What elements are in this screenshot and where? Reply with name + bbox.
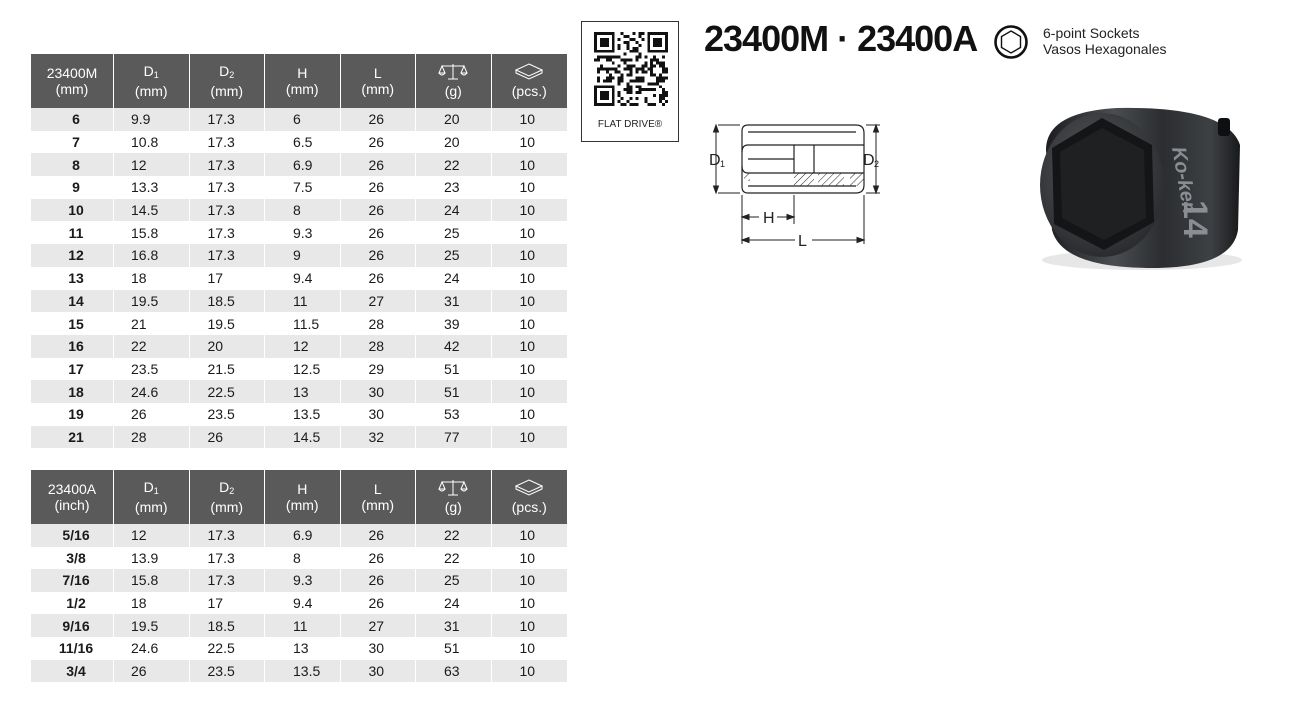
col-d2-label: D	[219, 479, 230, 495]
col-d1-sub: 1	[153, 486, 159, 496]
table-row	[31, 358, 567, 381]
cell-l: 26	[341, 199, 417, 222]
inch-table-header	[31, 470, 567, 524]
col-h-label: H	[297, 65, 308, 81]
cell-pack: 10	[492, 569, 568, 592]
col-weight	[416, 54, 492, 108]
table-row	[31, 660, 567, 683]
table-row	[31, 524, 567, 547]
col-d1	[114, 470, 190, 524]
table-row	[31, 426, 567, 449]
cell-h: 13	[265, 380, 341, 403]
cell-size: 19	[31, 403, 114, 426]
cell-weight: 77	[416, 426, 492, 449]
col-d2-unit: (mm)	[210, 83, 244, 99]
cell-d1: 18	[114, 267, 190, 290]
socket-size-marking: 14	[1176, 200, 1214, 238]
cell-h: 7.5	[265, 176, 341, 199]
cell-d1: 26	[114, 660, 190, 683]
col-d1-unit: (mm)	[134, 83, 168, 99]
cell-h: 13	[265, 637, 341, 660]
cell-h: 9.4	[265, 267, 341, 290]
col-d2-sub: 2	[229, 70, 235, 80]
cell-size: 11/16	[31, 637, 114, 660]
table-row	[31, 547, 567, 570]
cell-h: 8	[265, 199, 341, 222]
cell-d2: 26	[190, 426, 266, 449]
table-row	[31, 569, 567, 592]
cell-pack: 10	[492, 380, 568, 403]
cell-size: 17	[31, 358, 114, 381]
cell-l: 26	[341, 108, 417, 131]
cell-d2: 23.5	[190, 660, 266, 683]
cell-d2: 17.3	[190, 199, 266, 222]
col-d1-sub: 1	[153, 70, 159, 80]
cell-weight: 22	[416, 547, 492, 570]
table-row	[31, 335, 567, 358]
cell-weight: 31	[416, 614, 492, 637]
col-h-unit: (mm)	[285, 81, 319, 97]
scale-icon	[438, 479, 468, 496]
cell-d2: 22.5	[190, 637, 266, 660]
cell-l: 26	[341, 569, 417, 592]
cell-pack: 10	[492, 614, 568, 637]
metric-table-body	[31, 108, 567, 448]
cell-d1: 21	[114, 312, 190, 335]
cell-weight: 63	[416, 660, 492, 683]
cell-l: 30	[341, 637, 417, 660]
metric-table-header	[31, 54, 567, 108]
col-model-unit: (inch)	[54, 497, 90, 513]
socket-product-photo	[1022, 90, 1262, 280]
cell-h: 11	[265, 290, 341, 313]
cell-l: 26	[341, 547, 417, 570]
table-row	[31, 199, 567, 222]
cell-size: 1/2	[31, 592, 114, 615]
cell-pack: 10	[492, 290, 568, 313]
cell-weight: 25	[416, 569, 492, 592]
cell-pack: 10	[492, 335, 568, 358]
cell-pack: 10	[492, 199, 568, 222]
cell-l: 26	[341, 153, 417, 176]
package-icon	[515, 63, 543, 80]
cell-weight: 51	[416, 380, 492, 403]
cell-l: 26	[341, 221, 417, 244]
label-d2: D	[863, 152, 875, 169]
socket-dimension-diagram	[704, 112, 884, 247]
cell-size: 9/16	[31, 614, 114, 637]
cell-size: 16	[31, 335, 114, 358]
cell-weight: 31	[416, 290, 492, 313]
cell-h: 12.5	[265, 358, 341, 381]
cell-d1: 10.8	[114, 131, 190, 154]
cell-d2: 21.5	[190, 358, 266, 381]
cell-h: 13.5	[265, 403, 341, 426]
col-pack-unit: (pcs.)	[511, 83, 547, 99]
cell-h: 12	[265, 335, 341, 358]
table-row	[31, 267, 567, 290]
cell-pack: 10	[492, 221, 568, 244]
table-row	[31, 131, 567, 154]
label-l: L	[798, 233, 807, 247]
hexagon-icon	[994, 24, 1028, 60]
cell-d2: 23.5	[190, 403, 266, 426]
inch-table-body	[31, 524, 567, 682]
col-l-label: L	[373, 481, 382, 497]
cell-weight: 20	[416, 108, 492, 131]
cell-l: 30	[341, 380, 417, 403]
flat-drive-caption: FLAT DRIVE®	[597, 119, 663, 130]
cell-size: 11	[31, 221, 114, 244]
cell-h: 9	[265, 244, 341, 267]
cell-d2: 20	[190, 335, 266, 358]
cell-weight: 51	[416, 358, 492, 381]
cell-d1: 13.3	[114, 176, 190, 199]
cell-size: 13	[31, 267, 114, 290]
cell-h: 9.3	[265, 569, 341, 592]
cell-pack: 10	[492, 131, 568, 154]
col-model-label: 23400A	[47, 481, 97, 497]
cell-weight: 39	[416, 312, 492, 335]
col-model	[31, 54, 114, 108]
cell-l: 32	[341, 426, 417, 449]
col-l	[341, 470, 417, 524]
cell-weight: 22	[416, 153, 492, 176]
cell-d1: 12	[114, 524, 190, 547]
col-l-unit: (mm)	[361, 497, 395, 513]
cell-l: 26	[341, 592, 417, 615]
cell-d1: 18	[114, 592, 190, 615]
cell-h: 13.5	[265, 660, 341, 683]
cell-d2: 17.3	[190, 524, 266, 547]
cell-d2: 18.5	[190, 614, 266, 637]
cell-size: 3/4	[31, 660, 114, 683]
col-h	[265, 54, 341, 108]
label-d2-subscript: 2	[874, 159, 880, 169]
col-pack	[492, 470, 568, 524]
qr-code-box[interactable]	[581, 21, 679, 142]
cell-size: 7/16	[31, 569, 114, 592]
cell-h: 11.5	[265, 312, 341, 335]
cell-d1: 26	[114, 403, 190, 426]
cell-pack: 10	[492, 153, 568, 176]
cell-d1: 24.6	[114, 637, 190, 660]
col-model	[31, 470, 114, 524]
cell-size: 18	[31, 380, 114, 403]
col-d1-label: D	[143, 479, 154, 495]
cell-size: 9	[31, 176, 114, 199]
subtitle-spanish: Vasos Hexagonales	[1043, 41, 1167, 57]
cell-weight: 42	[416, 335, 492, 358]
col-pack	[492, 54, 568, 108]
cell-d1: 16.8	[114, 244, 190, 267]
cell-pack: 10	[492, 108, 568, 131]
cell-d1: 19.5	[114, 614, 190, 637]
cell-h: 6	[265, 108, 341, 131]
col-d1-unit: (mm)	[134, 499, 168, 515]
cell-d1: 9.9	[114, 108, 190, 131]
col-model-label: 23400M	[46, 65, 98, 81]
cell-h: 9.3	[265, 221, 341, 244]
cell-d2: 17.3	[190, 547, 266, 570]
cell-weight: 53	[416, 403, 492, 426]
cell-d2: 17.3	[190, 131, 266, 154]
cell-pack: 10	[492, 403, 568, 426]
cell-d1: 23.5	[114, 358, 190, 381]
cell-d2: 17	[190, 592, 266, 615]
cell-l: 29	[341, 358, 417, 381]
table-row	[31, 108, 567, 131]
col-weight-unit: (g)	[444, 499, 462, 515]
col-l-label: L	[373, 65, 382, 81]
qr-code-icon	[594, 32, 668, 106]
label-d1-sub: 1	[720, 159, 726, 169]
col-d2	[190, 54, 266, 108]
inch-spec-table	[31, 470, 567, 682]
col-h	[265, 470, 341, 524]
page-title: 23400M · 23400A	[704, 18, 978, 59]
cell-pack: 10	[492, 547, 568, 570]
label-d1: D	[709, 152, 721, 169]
col-l-unit: (mm)	[361, 81, 395, 97]
cell-size: 6	[31, 108, 114, 131]
cell-pack: 10	[492, 660, 568, 683]
cell-d1: 15.8	[114, 221, 190, 244]
product-subtitle	[1043, 25, 1166, 57]
col-d2-unit: (mm)	[210, 499, 244, 515]
col-model-unit: (mm)	[55, 81, 89, 97]
col-d1	[114, 54, 190, 108]
cell-size: 10	[31, 199, 114, 222]
cell-pack: 10	[492, 637, 568, 660]
cell-h: 6.9	[265, 524, 341, 547]
table-row	[31, 221, 567, 244]
cell-d1: 28	[114, 426, 190, 449]
cell-pack: 10	[492, 267, 568, 290]
cell-weight: 22	[416, 524, 492, 547]
col-d1-label: D	[143, 63, 154, 79]
col-d2-label: D	[219, 63, 230, 79]
cell-weight: 20	[416, 131, 492, 154]
table-row	[31, 592, 567, 615]
package-icon	[515, 479, 543, 496]
cell-l: 26	[341, 131, 417, 154]
cell-pack: 10	[492, 524, 568, 547]
cell-d1: 15.8	[114, 569, 190, 592]
cell-l: 28	[341, 312, 417, 335]
cell-d2: 17.3	[190, 176, 266, 199]
cell-h: 11	[265, 614, 341, 637]
cell-size: 21	[31, 426, 114, 449]
subtitle-english: 6-point Sockets	[1043, 25, 1140, 41]
cell-size: 7	[31, 131, 114, 154]
cell-pack: 10	[492, 312, 568, 335]
table-row	[31, 312, 567, 335]
cell-size: 15	[31, 312, 114, 335]
table-row	[31, 244, 567, 267]
cell-weight: 25	[416, 221, 492, 244]
col-l	[341, 54, 417, 108]
cell-d1: 14.5	[114, 199, 190, 222]
cell-h: 6.9	[265, 153, 341, 176]
cell-weight: 51	[416, 637, 492, 660]
cell-l: 26	[341, 267, 417, 290]
cell-size: 14	[31, 290, 114, 313]
cell-weight: 24	[416, 592, 492, 615]
cell-pack: 10	[492, 244, 568, 267]
scale-icon	[438, 63, 468, 80]
socket-brand-marking: Ko-ken	[1167, 145, 1201, 216]
col-weight	[416, 470, 492, 524]
col-d2	[190, 470, 266, 524]
cell-l: 30	[341, 403, 417, 426]
cell-d1: 22	[114, 335, 190, 358]
cell-l: 26	[341, 524, 417, 547]
cell-d2: 17.3	[190, 569, 266, 592]
table-row	[31, 290, 567, 313]
cell-d2: 22.5	[190, 380, 266, 403]
table-row	[31, 403, 567, 426]
cell-size: 12	[31, 244, 114, 267]
cell-weight: 23	[416, 176, 492, 199]
cell-l: 27	[341, 290, 417, 313]
cell-d2: 19.5	[190, 312, 266, 335]
cell-d1: 19.5	[114, 290, 190, 313]
cell-d2: 17.3	[190, 153, 266, 176]
cell-weight: 24	[416, 267, 492, 290]
col-weight-unit: (g)	[444, 83, 462, 99]
metric-spec-table	[31, 54, 567, 448]
cell-d2: 17.3	[190, 108, 266, 131]
cell-pack: 10	[492, 176, 568, 199]
col-h-label: H	[297, 481, 308, 497]
table-row	[31, 176, 567, 199]
cell-size: 3/8	[31, 547, 114, 570]
cell-pack: 10	[492, 426, 568, 449]
cell-pack: 10	[492, 358, 568, 381]
cell-l: 26	[341, 244, 417, 267]
cell-h: 8	[265, 547, 341, 570]
col-h-unit: (mm)	[285, 497, 319, 513]
cell-l: 26	[341, 176, 417, 199]
cell-h: 9.4	[265, 592, 341, 615]
cell-d1: 13.9	[114, 547, 190, 570]
cell-h: 14.5	[265, 426, 341, 449]
cell-l: 27	[341, 614, 417, 637]
table-row	[31, 380, 567, 403]
col-d2-sub: 2	[229, 486, 235, 496]
cell-d2: 18.5	[190, 290, 266, 313]
cell-d2: 17.3	[190, 244, 266, 267]
col-pack-unit: (pcs.)	[511, 499, 547, 515]
cell-weight: 24	[416, 199, 492, 222]
table-row	[31, 637, 567, 660]
cell-l: 28	[341, 335, 417, 358]
label-h: H	[763, 210, 775, 227]
table-row	[31, 614, 567, 637]
cell-h: 6.5	[265, 131, 341, 154]
cell-size: 5/16	[31, 524, 114, 547]
cell-l: 30	[341, 660, 417, 683]
cell-d1: 12	[114, 153, 190, 176]
table-row	[31, 153, 567, 176]
cell-weight: 25	[416, 244, 492, 267]
cell-d1: 24.6	[114, 380, 190, 403]
cell-pack: 10	[492, 592, 568, 615]
cell-d2: 17.3	[190, 221, 266, 244]
cell-size: 8	[31, 153, 114, 176]
cell-d2: 17	[190, 267, 266, 290]
